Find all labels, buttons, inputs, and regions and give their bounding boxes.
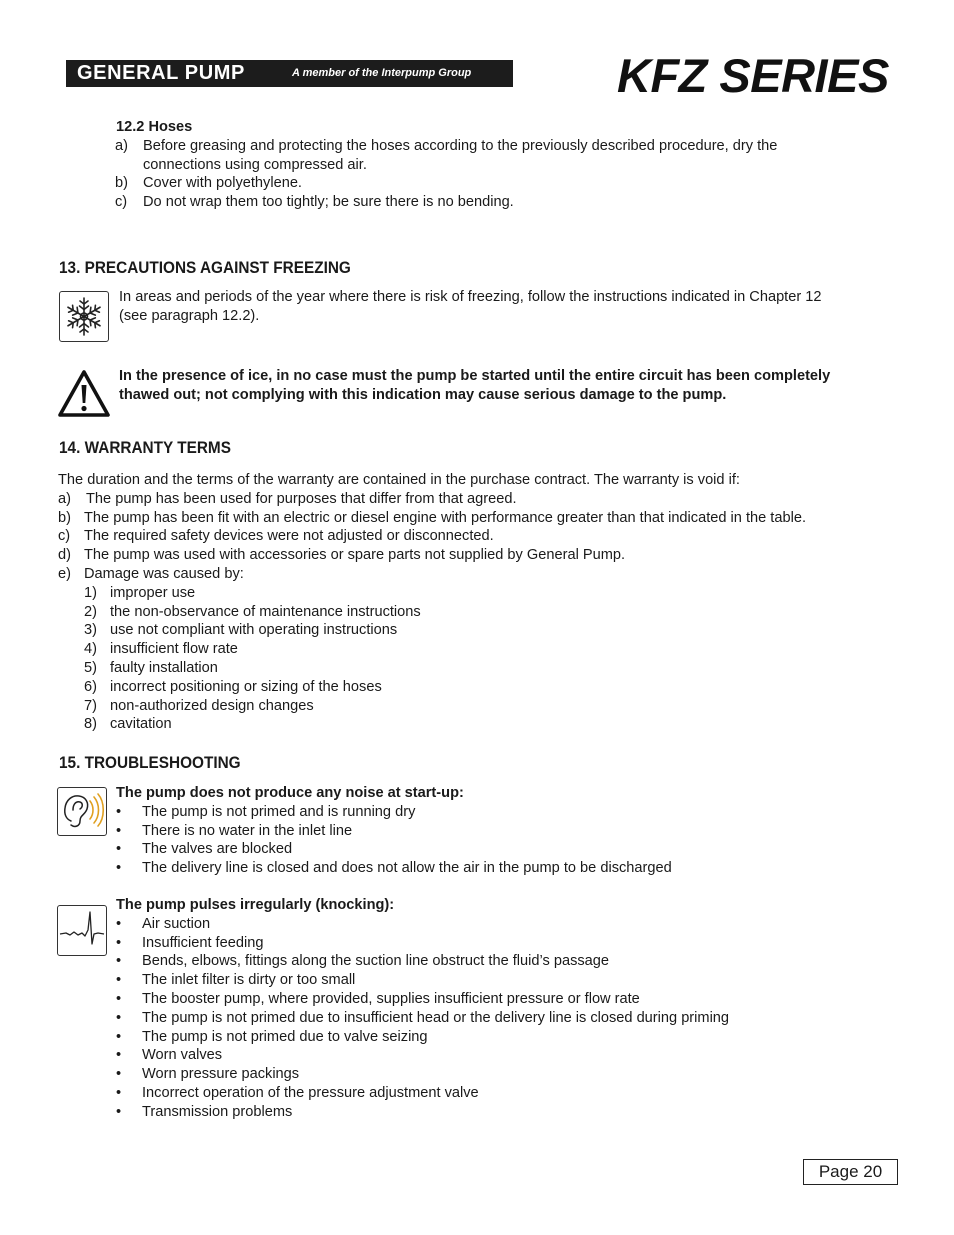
pulse-waveform-icon [57,905,107,956]
list-item: b) Cover with polyethylene. [115,175,302,192]
warning-triangle-icon [57,369,111,419]
list-item: • Transmission problems [116,1103,293,1120]
list-item: 7) non-authorized design changes [84,697,314,714]
list-item: c) Do not wrap them too tightly; be sure there is no bending. [115,194,514,211]
list-item: 5) faulty installation [84,659,218,676]
list-item: 3) use not compliant with operating instructions [84,622,398,639]
brand-bar [66,60,513,87]
list-item: • The valves are blocked [116,841,293,858]
pulse-title: The pump pulses irregularly (knocking): [116,897,395,913]
list-item: c) The required safety devices were not adjusted or disconnected. [58,528,494,545]
list-item: • The delivery line is closed and does not allow the air in the pump to be discharged [116,860,672,877]
list-item: a) Before greasing and protecting the hoses according to the previously described procedure, dry the connections using compressed air. [115,137,778,173]
noise-section [116,784,906,878]
list-item: • Worn pressure packings [116,1066,300,1083]
list-item: • Incorrect operation of the pressure adjustment valve [116,1084,479,1101]
list-item: • The pump is not primed due to valve seizing [116,1028,428,1045]
list-item: a) The pump has been used for purposes that differ from that agreed. [58,490,517,507]
warranty-intro: The duration and the terms of the warranty are contained in the purchase contract. The warranty is void if: [58,472,740,488]
brand-name: GENERAL PUMP [77,62,245,85]
list-item: 2) the non-observance of maintenance instructions [84,603,421,620]
list-item: b) The pump has been fit with an electric or diesel engine with performance greater than that indicated in the table. [58,509,807,526]
list-item: 6) incorrect positioning or sizing of the hoses [84,678,382,695]
list-item: e) Damage was caused by: [58,565,244,582]
list-item: 4) insufficient flow rate [84,641,238,658]
list-item: • The pump is not primed and is running dry [116,803,416,820]
list-item: • Bends, elbows, fittings along the suction line obstruct the fluid’s passage [116,953,610,970]
hoses-title: 12.2 Hoses [116,119,193,135]
warranty-heading: 14. WARRANTY TERMS [59,439,231,457]
list-item: • Insufficient feeding [116,934,264,951]
list-item: d) The pump was used with accessories or spare parts not supplied by General Pump. [58,547,626,564]
brand-tagline: A member of the Interpump Group [292,67,472,80]
hoses-section [116,118,896,212]
damage-causes-list [58,584,918,734]
noise-title: The pump does not produce any noise at start-up: [116,785,464,801]
list-item: 8) cavitation [84,716,172,733]
list-item: • The inlet filter is dirty or too small [116,972,356,989]
freezing-warning: In the presence of ice, in no case must the pump be started until the entire circuit has been completely thawed out; not complying with this indication may cause serious damage to the pump. [119,368,831,403]
list-item: 1) improper use [84,584,196,601]
freezing-heading: 13. PRECAUTIONS AGAINST FREEZING [59,259,351,277]
ear-sound-icon [57,787,107,836]
freezing-info: In areas and periods of the year where there is risk of freezing, follow the instructions indicated in Chapter 12 (see paragraph 12.2). [119,289,822,324]
page-number: Page 20 [803,1159,898,1185]
list-item: • There is no water in the inlet line [116,822,353,839]
troubleshooting-heading: 15. TROUBLESHOOTING [59,754,241,772]
series-title: KFZ SERIES [617,49,889,102]
list-item: • The pump is not primed due to insufficient head or the delivery line is closed during priming [116,1009,730,1026]
warranty-section [58,471,918,734]
list-item: • The booster pump, where provided, supplies insufficient pressure or flow rate [116,990,640,1007]
list-item: • Air suction [116,915,211,932]
snowflake-icon [59,291,109,342]
list-item: • Worn valves [116,1047,223,1064]
pulse-section [116,896,906,1122]
